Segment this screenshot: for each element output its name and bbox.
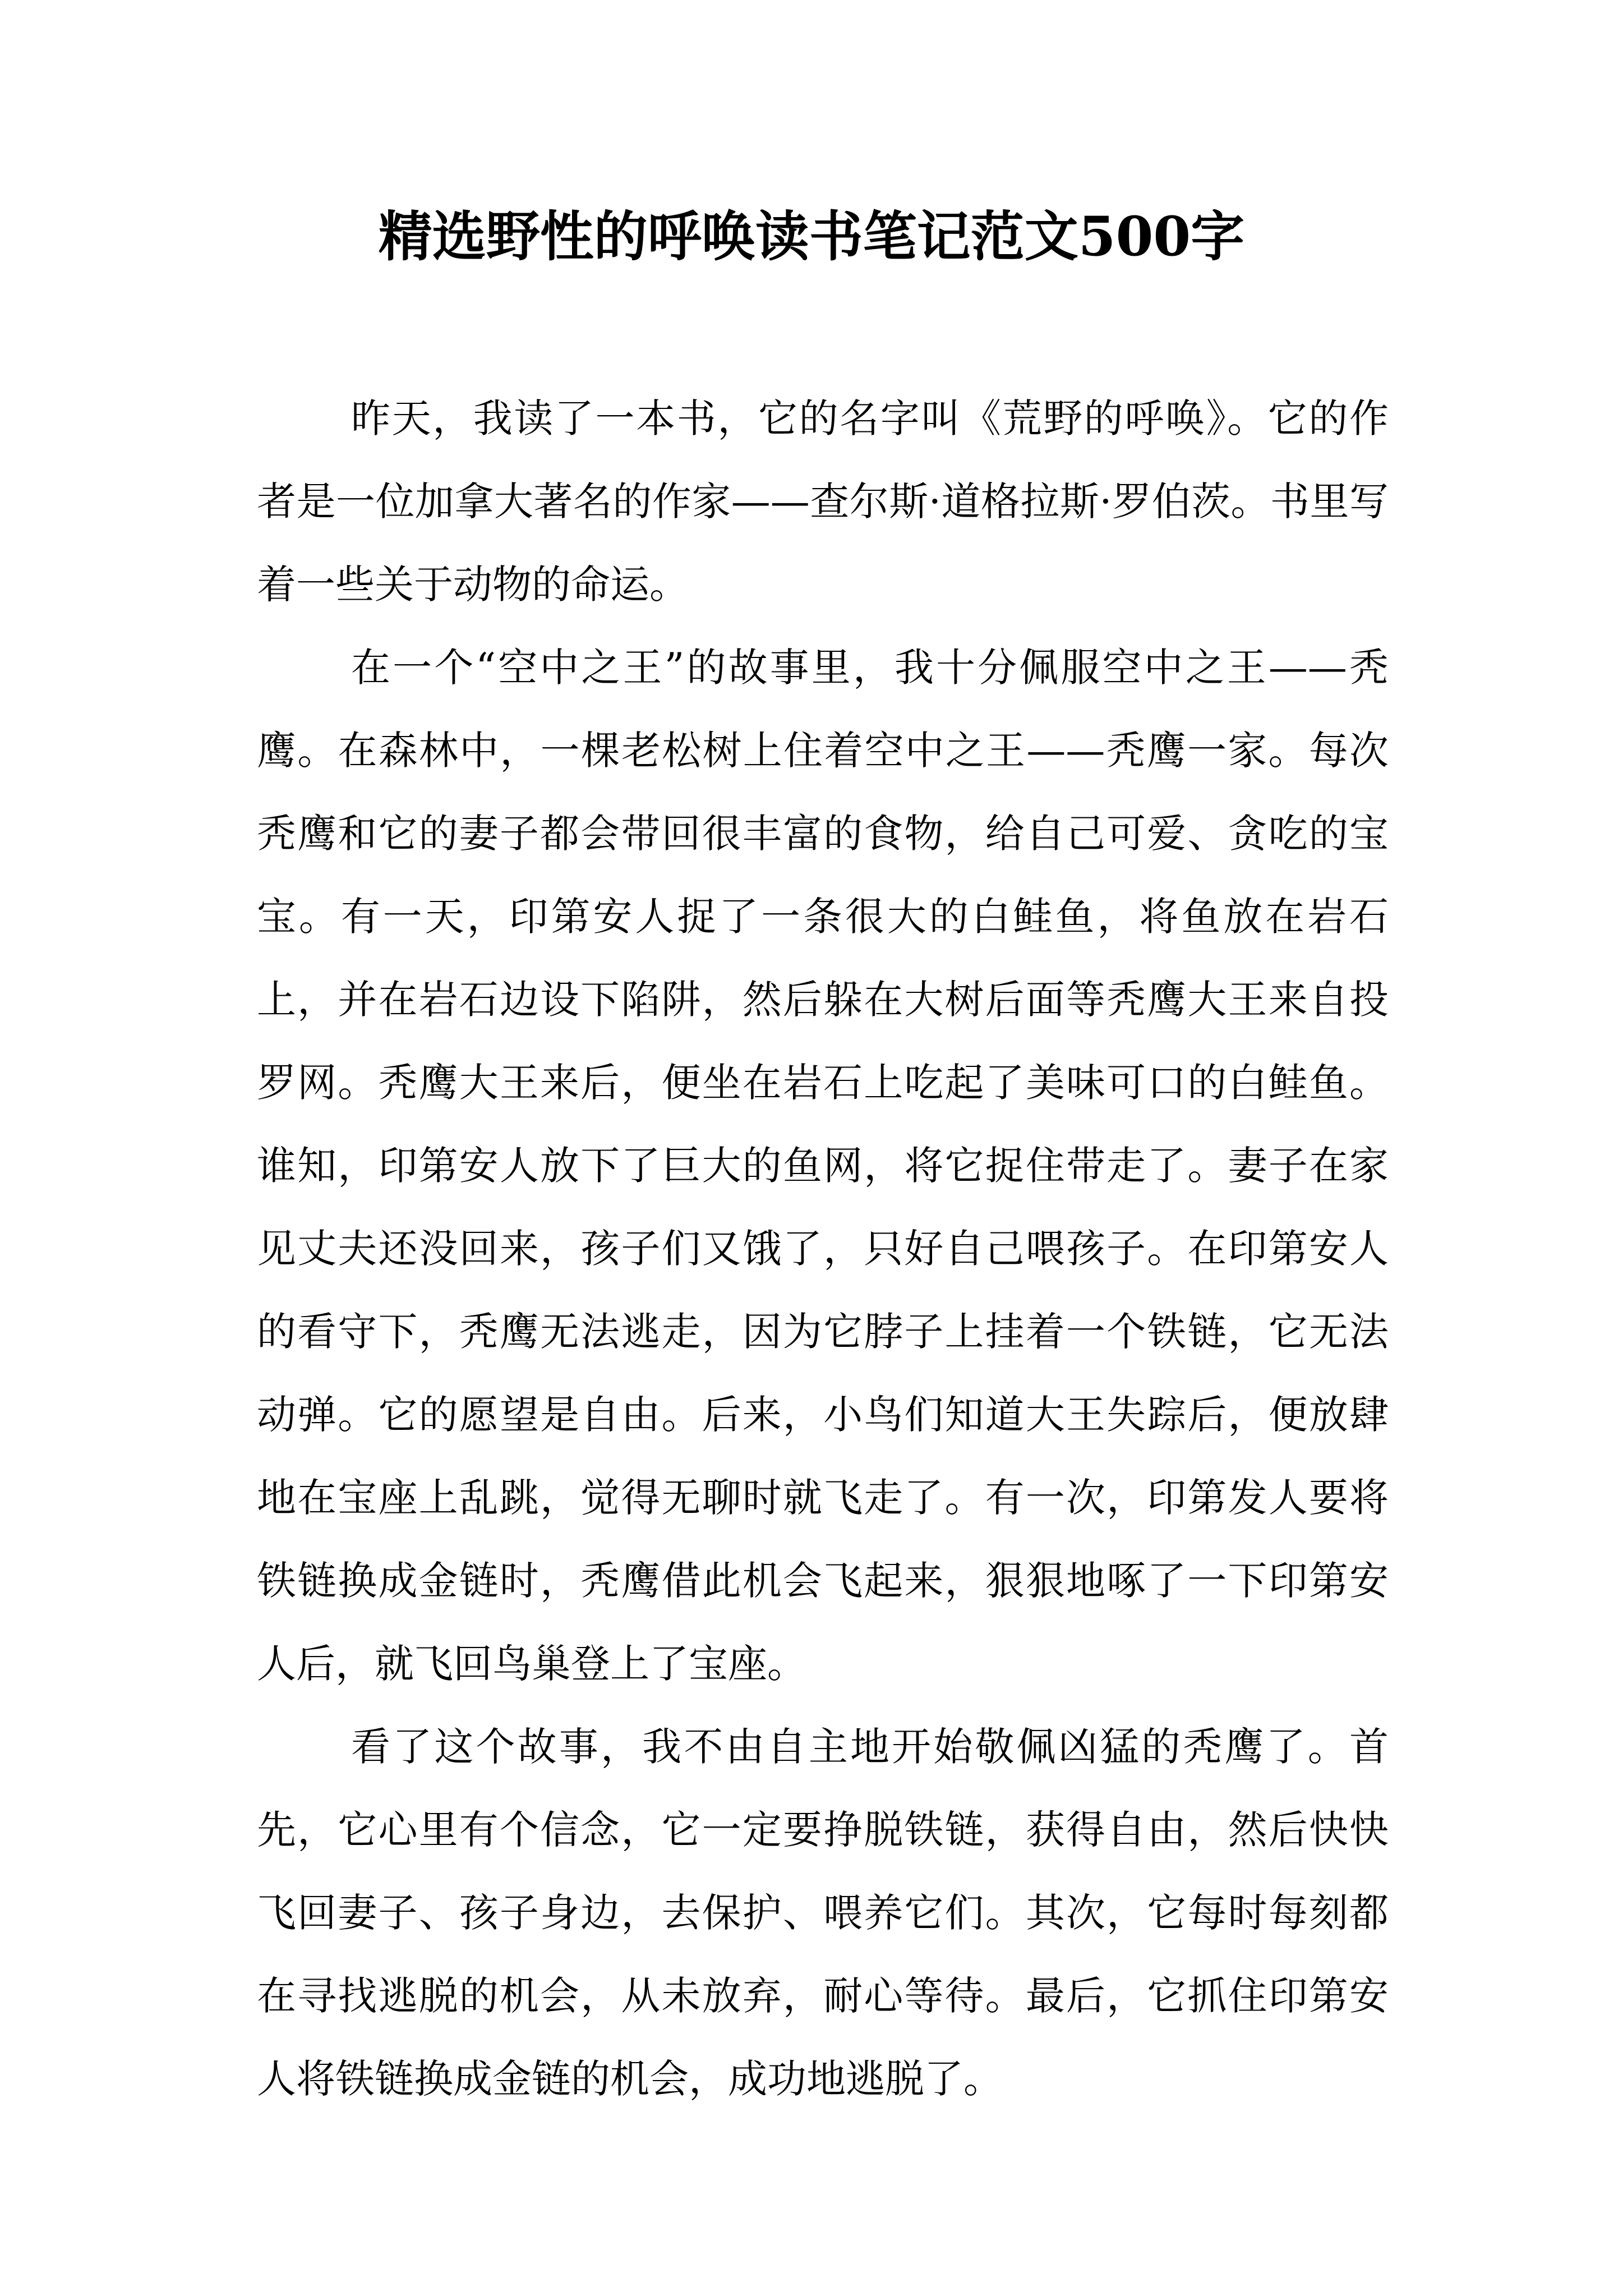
document-body (257, 377, 1389, 2120)
paragraph-2: 在一个“空中之王”的故事里，我十分佩服空中之王——秃鹰。在森林中，一棵老松树上住着空中之王——秃鹰一家。每次秃鹰和它的妻子都会带回很丰富的食物，给自己可爱、贪吃的宝宝。有一天，印第安人捉了一条很大的白鲑鱼，将鱼放在岩石上，并在岩石边设下陷阱，然后躲在大树后面等秃鹰大王来自投罗网。秃鹰大王来后，便坐在岩石上吃起了美味可口的白鲑鱼。谁知，印第安人放下了巨大的鱼网，将它捉住带走了。妻子在家见丈夫还没回来，孩子们又饿了，只好自己喂孩子。在印第安人的看守下，秃鹰无法逃走，因为它脖子上挂着一个铁链，它无法动弹。它的愿望是自由。后来，小鸟们知道大王失踪后，便放肆地在宝座上乱跳，觉得无聊时就飞走了。有一次，印第发人要将铁链换成金链时，秃鹰借此机会飞起来，狠狠地啄了一下印第安人后，就飞回鸟巢登上了宝座。 (257, 645, 1389, 1687)
paragraph-1: 昨天，我读了一本书，它的名字叫《荒野的呼唤》。它的作者是一位加拿大著名的作家——查尔斯·道格拉斯·罗伯茨。书里写着一些关于动物的命运。 (257, 395, 1389, 608)
document-title: 精选野性的呼唤读书笔记范文500字 (378, 205, 1245, 268)
paragraph-3: 看了这个故事，我不由自主地开始敬佩凶猛的秃鹰了。首先，它心里有个信念，它一定要挣脱铁链，获得自由，然后快快飞回妻子、孩子身边，去保护、喂养它们。其次，它每时每刻都在寻找逃脱的机会，从未放弃，耐心等待。最后，它抓住印第安人将铁链换成金链的机会，成功地逃脱了。 (257, 1724, 1389, 2102)
